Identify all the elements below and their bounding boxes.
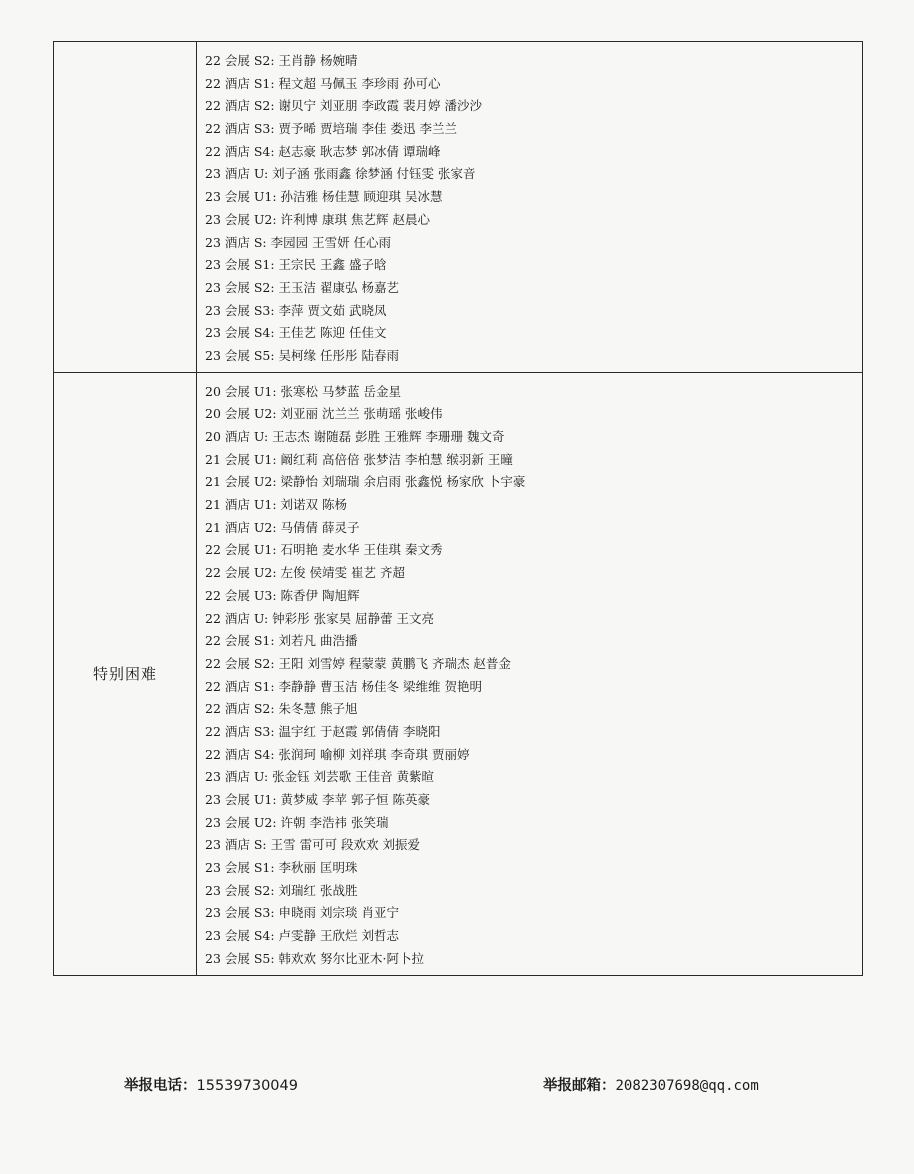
list-item: 22 酒店 S2: 朱冬慧 熊子旭 <box>205 701 358 717</box>
list-item: 22 酒店 S3: 贾予晞 贾培瑞 李佳 娄迅 李兰兰 <box>205 121 457 137</box>
list-item: 23 会展 U2: 许朝 李浩祎 张笑瑞 <box>205 814 389 830</box>
report-phone-label: 举报电话： <box>124 1078 197 1094</box>
list-item: 23 会展 S4: 王佳艺 陈迎 任佳文 <box>205 325 387 341</box>
report-email <box>543 1074 759 1095</box>
list-item: 23 会展 S1: 王宗民 王鑫 盛子晗 <box>205 257 387 273</box>
category-cell: 特别困难 <box>54 372 197 975</box>
list-item: 23 会展 S3: 李萍 贾文茹 武晓凤 <box>205 302 387 318</box>
list-item: 23 会展 S2: 王玉洁 翟康弘 杨嘉艺 <box>205 279 400 295</box>
list-item: 23 会展 S5: 吴柯缘 任彤彤 陆春雨 <box>205 347 400 363</box>
list-item: 20 会展 U1: 张寒松 马梦蓝 岳金星 <box>205 383 401 399</box>
list-item: 22 酒店 S1: 李静静 曹玉洁 杨佳冬 梁维维 贺艳明 <box>205 678 482 694</box>
list-item: 22 会展 S2: 王阳 刘雪婷 程蒙蒙 黄鹏飞 齐瑞杰 赵普金 <box>205 655 511 671</box>
report-phone <box>124 1074 298 1095</box>
list-item: 20 会展 U2: 刘亚丽 沈兰兰 张萌瑶 张峻伟 <box>205 406 443 422</box>
list-item: 22 会展 U1: 石明艳 麦水华 王佳琪 秦文秀 <box>205 542 443 558</box>
list-item: 22 会展 U2: 左俊 侯靖雯 崔艺 齐超 <box>205 565 405 581</box>
list-item: 23 酒店 S: 李园园 王雪妍 任心雨 <box>205 234 392 250</box>
category-cell <box>54 42 197 373</box>
list-item: 23 会展 S5: 韩欢欢 努尔比亚木·阿卜拉 <box>205 950 425 966</box>
list-item: 20 酒店 U: 王志杰 谢随磊 彭胜 王雅辉 李珊珊 魏文奇 <box>205 429 505 444</box>
list-item: 23 会展 U1: 孙洁雅 杨佳慧 顾迎琪 吴冰慧 <box>205 189 443 205</box>
list-item: 22 会展 U3: 陈香伊 陶旭辉 <box>205 587 360 603</box>
names-cell <box>197 42 863 373</box>
list-item: 21 酒店 U2: 马倩倩 薛灵子 <box>205 519 360 535</box>
list-item: 23 酒店 S: 王雪 雷可可 段欢欢 刘振爱 <box>205 837 421 853</box>
list-item: 22 酒店 S4: 赵志豪 耿志梦 郭冰倩 谭瑞峰 <box>205 143 441 159</box>
list-item: 22 酒店 U: 钟彩彤 张家昊 屈静蕾 王文亮 <box>205 610 435 626</box>
list-item: 23 酒店 U: 张金钰 刘芸歌 王佳音 黄紫暄 <box>205 769 435 785</box>
name-list-table <box>53 41 863 976</box>
list-item: 21 会展 U2: 梁静怡 刘瑞瑞 余启雨 张鑫悦 杨家欣 卜宇豪 <box>205 474 526 490</box>
list-item: 21 会展 U1: 阚红莉 高倍倍 张梦洁 李柏慧 缑羽新 王曈 <box>205 451 513 467</box>
table-section <box>54 42 863 373</box>
list-item: 22 酒店 S4: 张润珂 喻柳 刘祥琪 李奇琪 贾丽婷 <box>205 746 470 762</box>
list-item: 22 酒店 S1: 程文超 马佩玉 李珍雨 孙可心 <box>205 75 441 91</box>
list-item: 23 会展 U1: 黄梦威 李苹 郭子恒 陈英豪 <box>205 792 430 807</box>
report-email-label: 举报邮箱： <box>543 1078 616 1094</box>
list-item: 23 会展 S4: 卢雯静 王欣烂 刘哲志 <box>205 928 400 944</box>
list-item: 23 会展 S1: 李秋丽 匡明珠 <box>205 860 358 876</box>
list-item: 23 会展 S3: 申晓雨 刘宗琰 肖亚宁 <box>205 905 400 921</box>
report-email-address: 2082307698@qq.com <box>615 1078 759 1094</box>
report-phone-number: 15539730049 <box>196 1078 298 1094</box>
list-item: 22 会展 S2: 王肖静 杨婉晴 <box>205 53 358 68</box>
list-item: 23 会展 U2: 许利博 康琪 焦艺辉 赵晨心 <box>205 211 430 227</box>
list-item: 21 酒店 U1: 刘诺双 陈杨 <box>205 497 347 513</box>
list-item: 22 会展 S1: 刘若凡 曲浩播 <box>205 633 358 649</box>
table-section <box>54 372 863 975</box>
list-item: 23 会展 S2: 刘瑞红 张战胜 <box>205 882 358 898</box>
list-item: 23 酒店 U: 刘子涵 张雨鑫 徐梦涵 付钰雯 张家音 <box>205 166 476 182</box>
list-item: 22 酒店 S3: 温宇红 于赵霞 郭倩倩 李晓阳 <box>205 723 441 739</box>
names-cell <box>197 372 863 975</box>
list-item: 22 酒店 S2: 谢贝宁 刘亚朋 李政霞 裴月婷 潘沙沙 <box>205 98 482 114</box>
